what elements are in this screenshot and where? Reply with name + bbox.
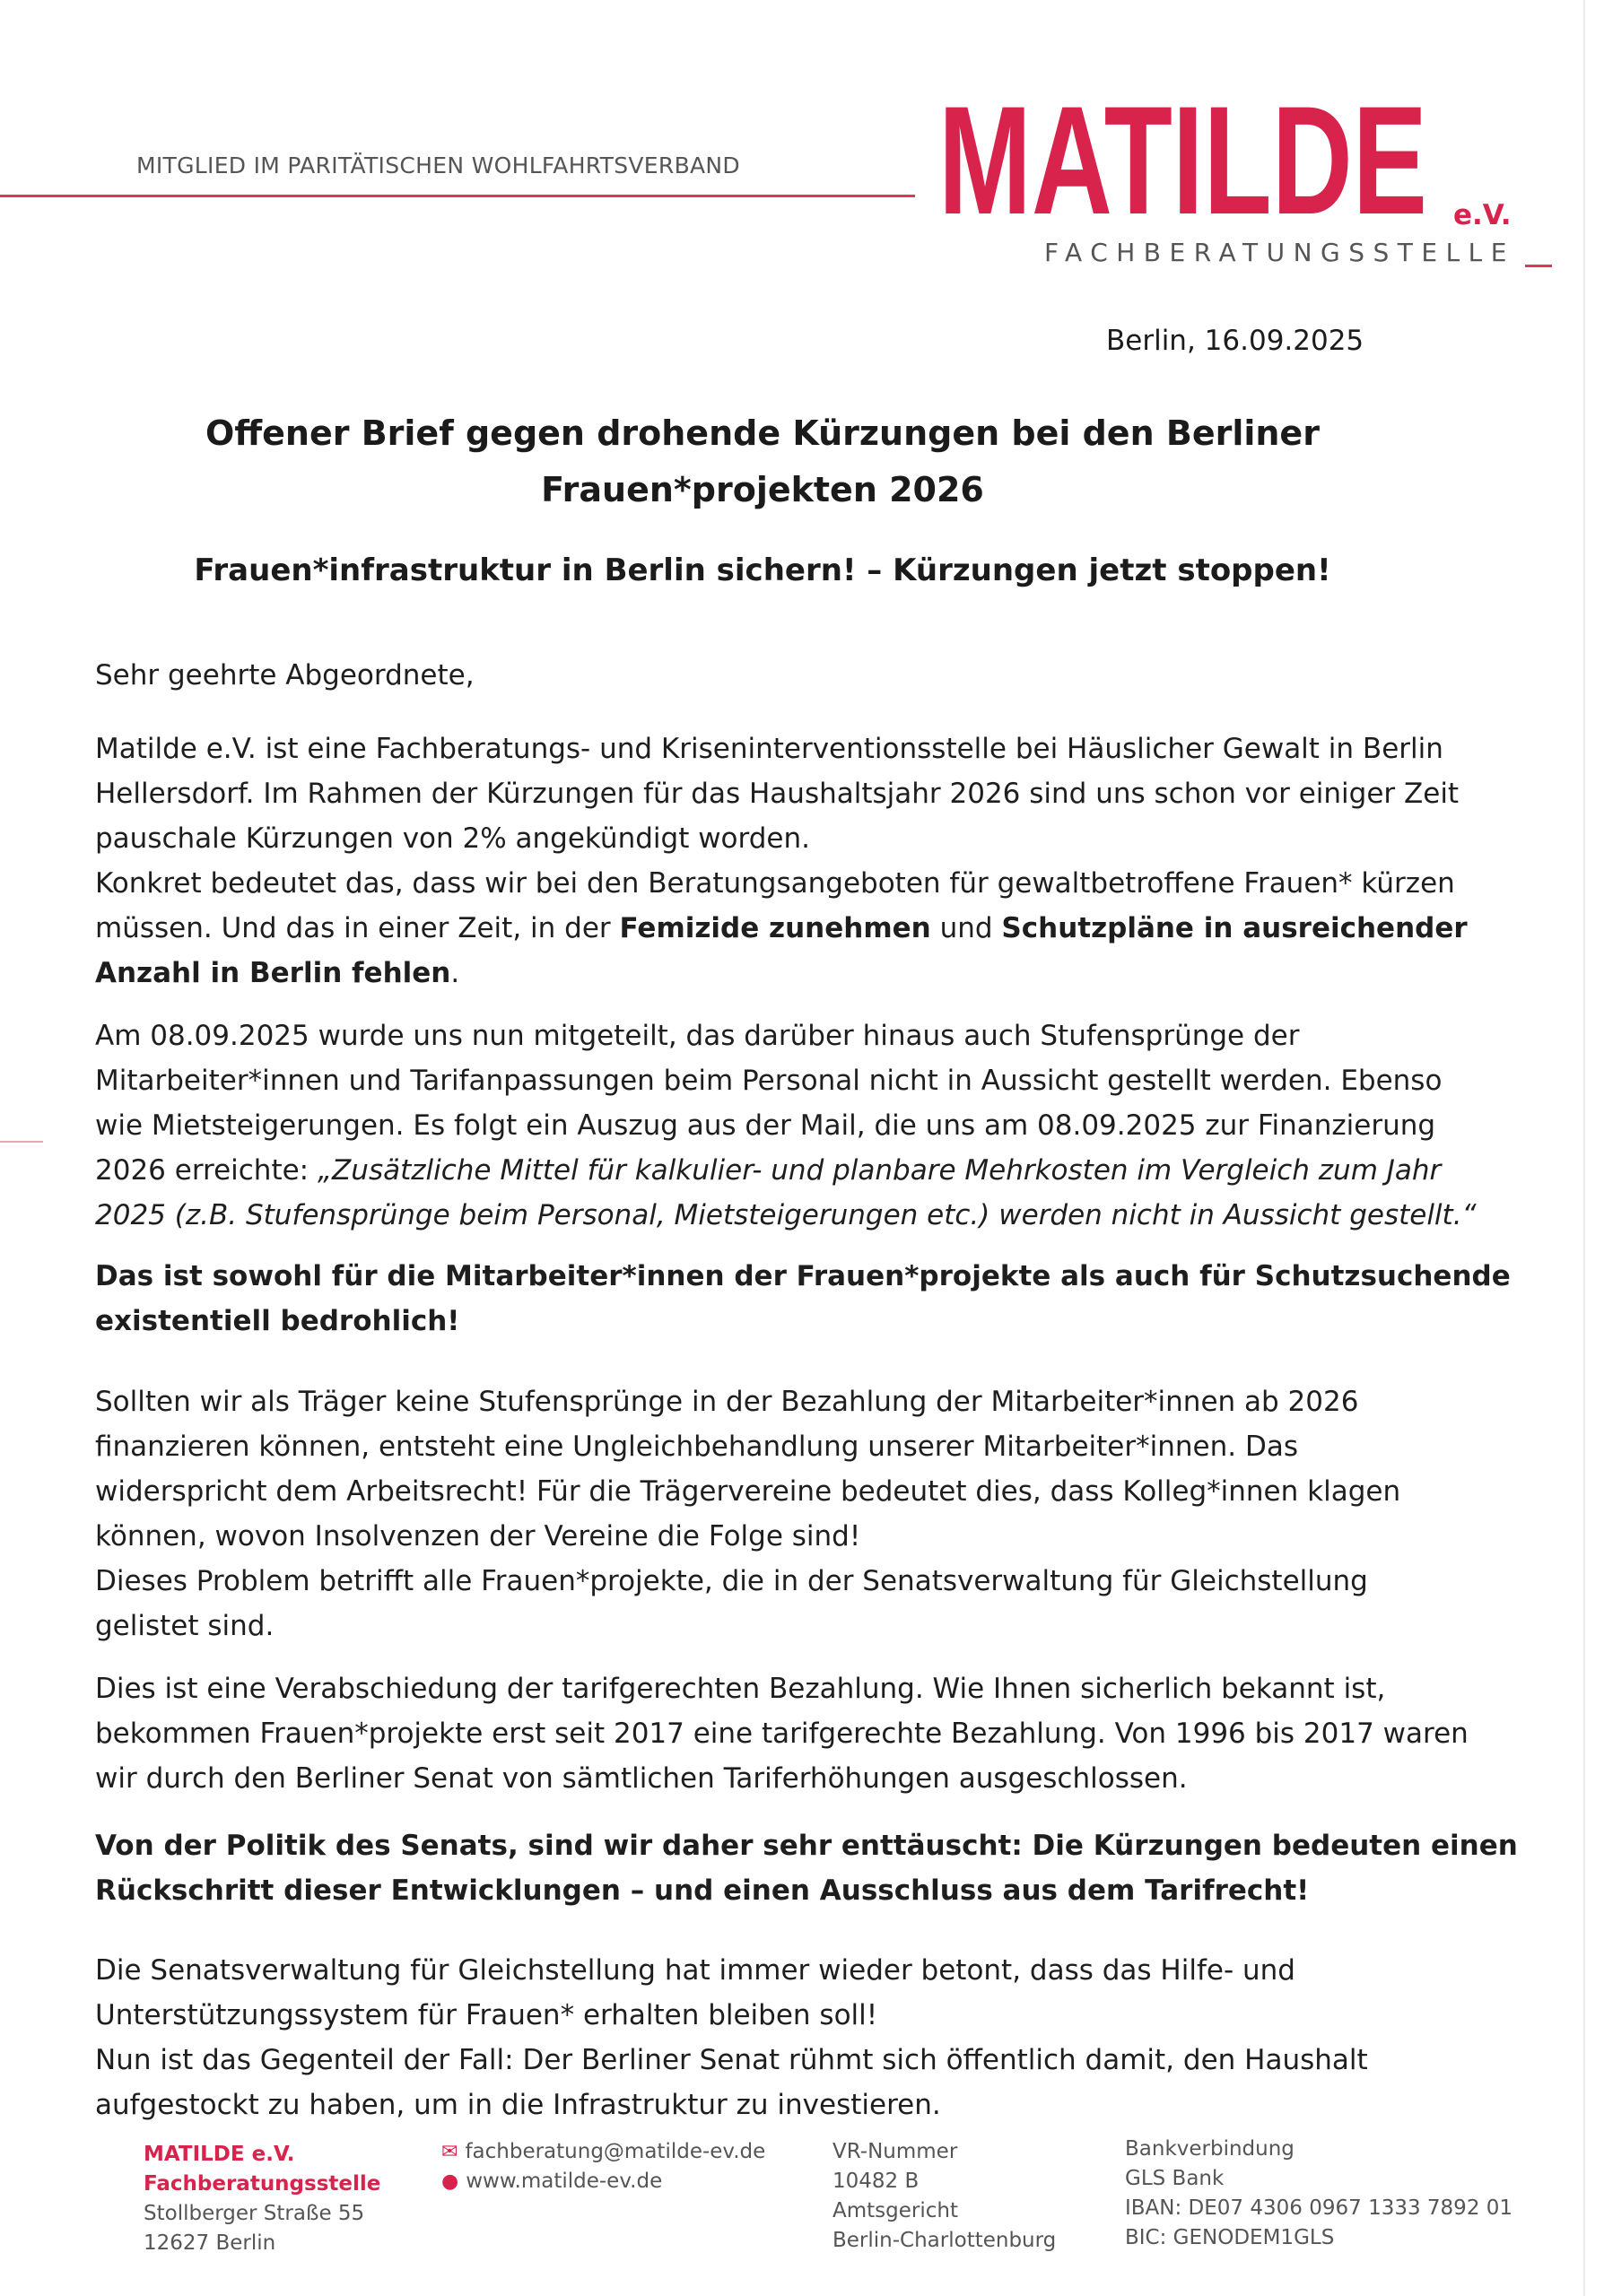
p2-line: wie Mietsteigerungen. Es folgt ein Auszug aus der Mail, die uns am 08.09.2025 zur Finanzierung <box>95 1109 1436 1142</box>
letter-subtitle: Frauen*infrastruktur in Berlin sichern! – Kürzungen jetzt stoppen! <box>194 552 1331 588</box>
footer-web-row <box>441 2167 765 2196</box>
salutation-text: Sehr geehrte Abgeordnete, <box>95 659 475 691</box>
footer-org-name: MATILDE e.V. <box>144 2143 295 2166</box>
footer-register <box>833 2137 1056 2256</box>
footer-vr-label: VR-Nummer <box>833 2140 958 2163</box>
footer-vr-number: 10482 B <box>833 2170 920 2193</box>
letter-date: Berlin, 16.09.2025 <box>1106 325 1364 357</box>
p2-quote: „Zusätzliche Mittel für kalkulier- und planbare Mehrkosten im Vergleich zum Jahr <box>318 1154 1442 1187</box>
footer-city: 12627 Berlin <box>144 2231 276 2255</box>
p5-line: bekommen Frauen*projekte erst seit 2017 eine tarifgerechte Bezahlung. Von 1996 bis 2017 waren <box>95 1718 1469 1750</box>
p2-line <box>95 1148 1477 1193</box>
paragraph-5 <box>95 1666 1477 1801</box>
p1-text: müssen. Und das in einer Zeit, in der <box>95 912 620 944</box>
globe-icon: ● <box>441 2170 459 2193</box>
p5-line: wir durch den Berliner Senat von sämtlichen Tariferhöhungen ausgeschlossen. <box>95 1762 1188 1795</box>
paragraph-7 <box>95 1948 1477 2127</box>
p4-line: können, wovon Insolvenzen der Vereine die Folge sind! <box>95 1520 861 1552</box>
p1-text: . <box>450 957 460 989</box>
p2-line: Mitarbeiter*innen und Tarifanpassungen beim Personal nicht in Aussicht gestellt werden. Ebenso <box>95 1065 1443 1097</box>
logo-dash <box>1525 265 1552 267</box>
p7-line: Nun ist das Gegenteil der Fall: Der Berliner Senat rühmt sich öffentlich damit, den Haushalt <box>95 2044 1368 2076</box>
p1-line <box>95 906 1477 951</box>
footer-email-row <box>441 2137 765 2167</box>
envelope-icon: ✉ <box>441 2141 458 2163</box>
p1-text: und <box>930 912 1002 944</box>
p7-line: aufgestockt zu haben, um in die Infrastruktur zu investieren. <box>95 2089 941 2121</box>
p4-line: gelistet sind. <box>95 1610 275 1642</box>
matilde-logo <box>938 79 1441 236</box>
p1-line: Hellersdorf. Im Rahmen der Kürzungen für das Haushaltsjahr 2026 sind uns schon vor einiger Zeit <box>95 778 1460 810</box>
logo-wordmark: MATILDE <box>938 79 1427 236</box>
footer-contact <box>441 2137 765 2196</box>
footer-org-unit: Fachberatungsstelle <box>144 2172 381 2196</box>
footer-bank-label: Bankverbindung <box>1125 2137 1295 2161</box>
footer-bank <box>1125 2135 1512 2253</box>
title-line-2: Frauen*projekten 2026 <box>541 470 984 509</box>
p3-line: existentiell bedrohlich! <box>95 1305 460 1337</box>
footer-address <box>144 2140 380 2258</box>
p4-line: Dieses Problem betrifft alle Frauen*projekte, die in der Senatsverwaltung für Gleichstellung <box>95 1565 1368 1597</box>
header-rule <box>0 195 915 197</box>
footer-website[interactable]: www.matilde-ev.de <box>466 2170 663 2193</box>
paragraph-3 <box>95 1254 1511 1344</box>
p4-line: Sollten wir als Träger keine Stufensprünge in der Bezahlung der Mitarbeiter*innen ab 2026 <box>95 1386 1359 1418</box>
p1-bold-anzahl: Anzahl in Berlin fehlen <box>95 957 451 989</box>
p1-bold-schutzplaene: Schutzpläne in ausreichender <box>1001 912 1468 944</box>
logo-ev: e.V. <box>1453 199 1512 231</box>
logo-subtitle: FACHBERATUNGSSTELLE <box>1044 238 1515 267</box>
p1-line: pauschale Kürzungen von 2% angekündigt worden. <box>95 822 810 855</box>
footer-email[interactable]: fachberatung@matilde-ev.de <box>465 2140 766 2163</box>
letter-title <box>161 405 1364 518</box>
footer-court-label: Amtsgericht <box>833 2199 958 2222</box>
p4-line: widerspricht dem Arbeitsrecht! Für die Trägervereine bedeutet dies, dass Kolleg*innen klagen <box>95 1475 1401 1508</box>
p7-line: Unterstützungssystem für Frauen* erhalten bleiben soll! <box>95 1999 878 2031</box>
footer-court: Berlin-Charlottenburg <box>833 2229 1057 2252</box>
p1-line: Matilde e.V. ist eine Fachberatungs- und Kriseninterventionsstelle bei Häuslicher Gewalt in Berlin <box>95 733 1443 765</box>
p1-line: Konkret bedeutet das, dass wir bei den Beratungsangeboten für gewaltbetroffene Frauen* kürzen <box>95 867 1455 900</box>
paragraph-6 <box>95 1823 1518 1913</box>
p5-line: Dies ist eine Verabschiedung der tarifgerechten Bezahlung. Wie Ihnen sicherlich bekannt ist, <box>95 1673 1386 1705</box>
p6-line: Rückschritt dieser Entwicklungen – und einen Ausschluss aus dem Tarifrecht! <box>95 1874 1310 1907</box>
p7-line: Die Senatsverwaltung für Gleichstellung hat immer wieder betont, dass das Hilfe- und <box>95 1954 1295 1987</box>
paragraph-2 <box>95 1013 1477 1238</box>
title-line-1: Offener Brief gegen drohende Kürzungen bei den Berliner <box>205 413 1320 453</box>
p1-bold-femizide: Femizide zunehmen <box>619 912 931 944</box>
p2-line: Am 08.09.2025 wurde uns nun mitgeteilt, das darüber hinaus auch Stufensprünge der <box>95 1020 1300 1052</box>
p3-line: Das ist sowohl für die Mitarbeiter*innen der Frauen*projekte als auch für Schutzsuchende <box>95 1260 1511 1292</box>
p6-line: Von der Politik des Senats, sind wir daher sehr enttäuscht: Die Kürzungen bedeuten einen <box>95 1830 1518 1862</box>
p2-text: 2026 erreichte: <box>95 1154 318 1187</box>
p4-line: finanzieren können, entsteht eine Ungleichbehandlung unserer Mitarbeiter*innen. Das <box>95 1431 1298 1463</box>
page-edge-shadow <box>1583 0 1585 2296</box>
footer-bank-name: GLS Bank <box>1125 2167 1225 2190</box>
paragraph-1 <box>95 726 1477 996</box>
footer-bic: BIC: GENODEM1GLS <box>1125 2226 1335 2249</box>
fold-mark <box>0 1141 43 1143</box>
p2-quote-line: 2025 (z.B. Stufensprünge beim Personal, Mietsteigerungen etc.) werden nicht in Aussicht gestellt.“ <box>95 1199 1477 1231</box>
membership-line: MITGLIED IM PARITÄTISCHEN WOHLFAHRTSVERBAND <box>136 152 740 178</box>
footer-street: Stollberger Straße 55 <box>144 2202 365 2225</box>
paragraph-4 <box>95 1379 1477 1648</box>
salutation <box>95 653 1477 698</box>
p1-line <box>95 951 1477 996</box>
footer-iban: IBAN: DE07 4306 0967 1333 7892 01 <box>1125 2196 1513 2220</box>
